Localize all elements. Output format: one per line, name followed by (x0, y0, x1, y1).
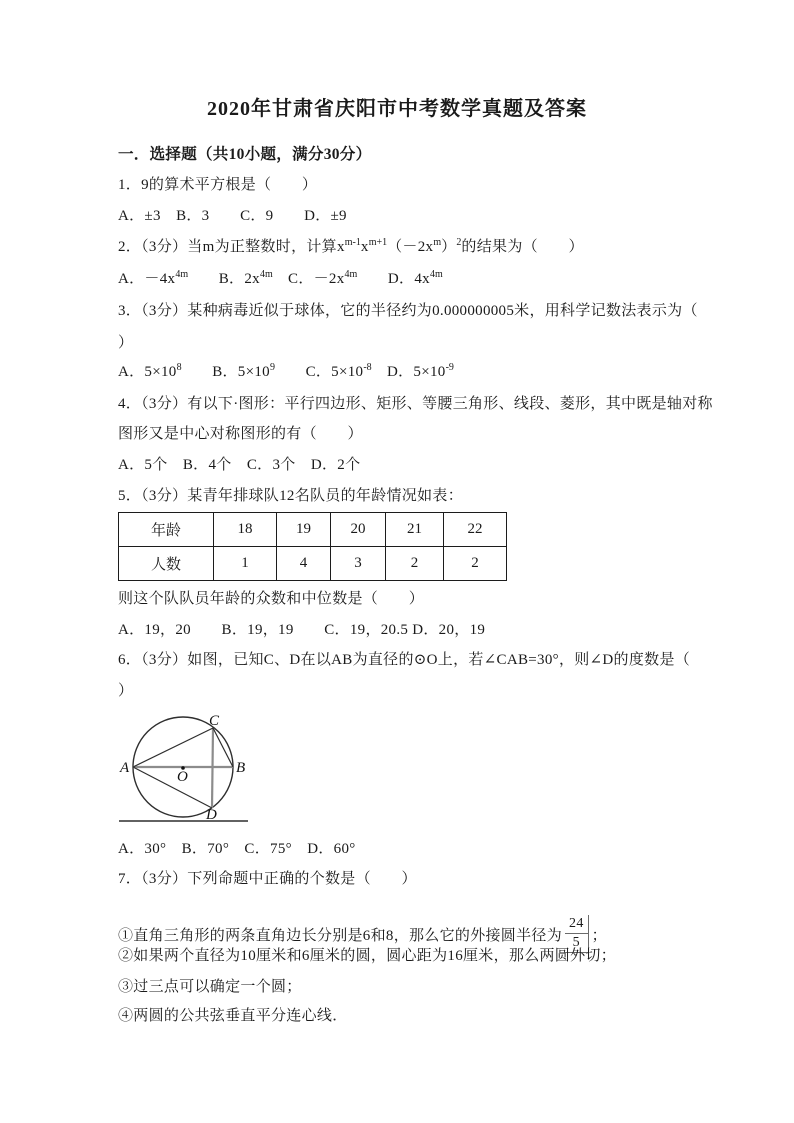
chord-CB (213, 728, 233, 767)
table-cell: 年龄 (119, 513, 214, 547)
age-table-header-row (119, 513, 507, 547)
table-cell: 人数 (119, 547, 214, 581)
section-heading: 一．选择题（共10小题，满分30分） (118, 146, 372, 163)
table-cell: 19 (277, 513, 331, 547)
question-5-followup: 则这个队队员年龄的众数和中位数是（ ） (118, 591, 425, 607)
table-cell: 21 (386, 513, 444, 547)
q7-item1-text: ①直角三角形的两条直角边长分别是6和8，那么它的外接圆半径为 (118, 928, 563, 944)
label-C: C (209, 713, 220, 729)
question-7-item-2: ②如果两个直径为10厘米和6厘米的圆，圆心距为16厘米，那么两圆外切； (118, 948, 617, 964)
age-table (118, 512, 507, 581)
age-table-count-row (119, 547, 507, 581)
question-3-options: A．$5\times 10^8$ B．$5\times 10^9$ C．$5\times 10^{-8}$ D．$5\times 10^{-9}$ (118, 362, 454, 380)
table-cell: 3 (331, 547, 386, 581)
fraction-denominator: 5 (565, 934, 589, 953)
question-6-options: A．30° B．70° C．75° D．60° (118, 841, 356, 857)
table-cell: 1 (214, 547, 277, 581)
question-2-options: A．$-4x^{4m}$ B．$2x^{4m}$ C．$-2x^{4m}$ D．$4x^{4m}$ (118, 269, 443, 287)
circle-figure (100, 698, 280, 830)
label-O: O (177, 769, 188, 785)
question-4-stem-line2: 图形又是中心对称图形的有（ ） (118, 426, 363, 442)
fraction-numerator: 24 (565, 915, 589, 934)
label-B: B (236, 760, 246, 776)
question-2-stem: 2．（3分）当m为正整数时，计算$x^{m-1}x^{m+1}(-2x^m)^2$的结果为（ ） (118, 237, 584, 255)
question-4-stem-line1: 4．（3分）有以下·图形：平行四边形、矩形、等腰三角形、线段、菱形，其中既是轴对称 (118, 396, 713, 412)
question-5-stem: 5．（3分）某青年排球队12名队员的年龄情况如表： (118, 488, 464, 504)
table-cell: 2 (386, 547, 444, 581)
question-7-item-4: ④两圆的公共弦垂直平分连心线． (118, 1008, 348, 1024)
q7-item1-suffix: ； (591, 928, 607, 944)
table-cell: 2 (444, 547, 507, 581)
label-A: A (120, 760, 130, 776)
page-title: 2020年甘肃省庆阳市中考数学真题及答案 (207, 98, 587, 120)
question-7-item-3: ③过三点可以确定一个圆； (118, 979, 302, 995)
question-3-stem-line2: ） (118, 335, 134, 351)
table-cell: 20 (331, 513, 386, 547)
table-cell: 22 (444, 513, 507, 547)
question-5-options: A．19，20 B．19，19 C．19，20.5 D．20，19 (118, 622, 486, 638)
question-1-options: A．±3 B．3 C．9 D．±9 (118, 208, 347, 224)
table-cell: 18 (214, 513, 277, 547)
question-3-stem-line1: 3．（3分）某种病毒近似于球体，它的半径约为0.000000005米，用科学记数法表示为（ (118, 303, 698, 319)
chord-CD (212, 728, 213, 808)
question-4-options: A．5个 B．4个 C．3个 D．2个 (118, 457, 361, 473)
question-1-stem: 1．9的算术平方根是（ ） (118, 177, 318, 193)
table-cell: 4 (277, 547, 331, 581)
chord-AD (133, 767, 212, 808)
question-7-stem: 7．（3分）下列命题中正确的个数是（ ） (118, 871, 417, 887)
question-6-stem-line2: ） (118, 683, 134, 699)
question-6-stem-line1: 6．（3分）如图，已知C、D在以AB为直径的⊙O上，若∠CAB=30°，则∠D的度数是（ (118, 652, 691, 668)
label-D: D (206, 807, 217, 823)
